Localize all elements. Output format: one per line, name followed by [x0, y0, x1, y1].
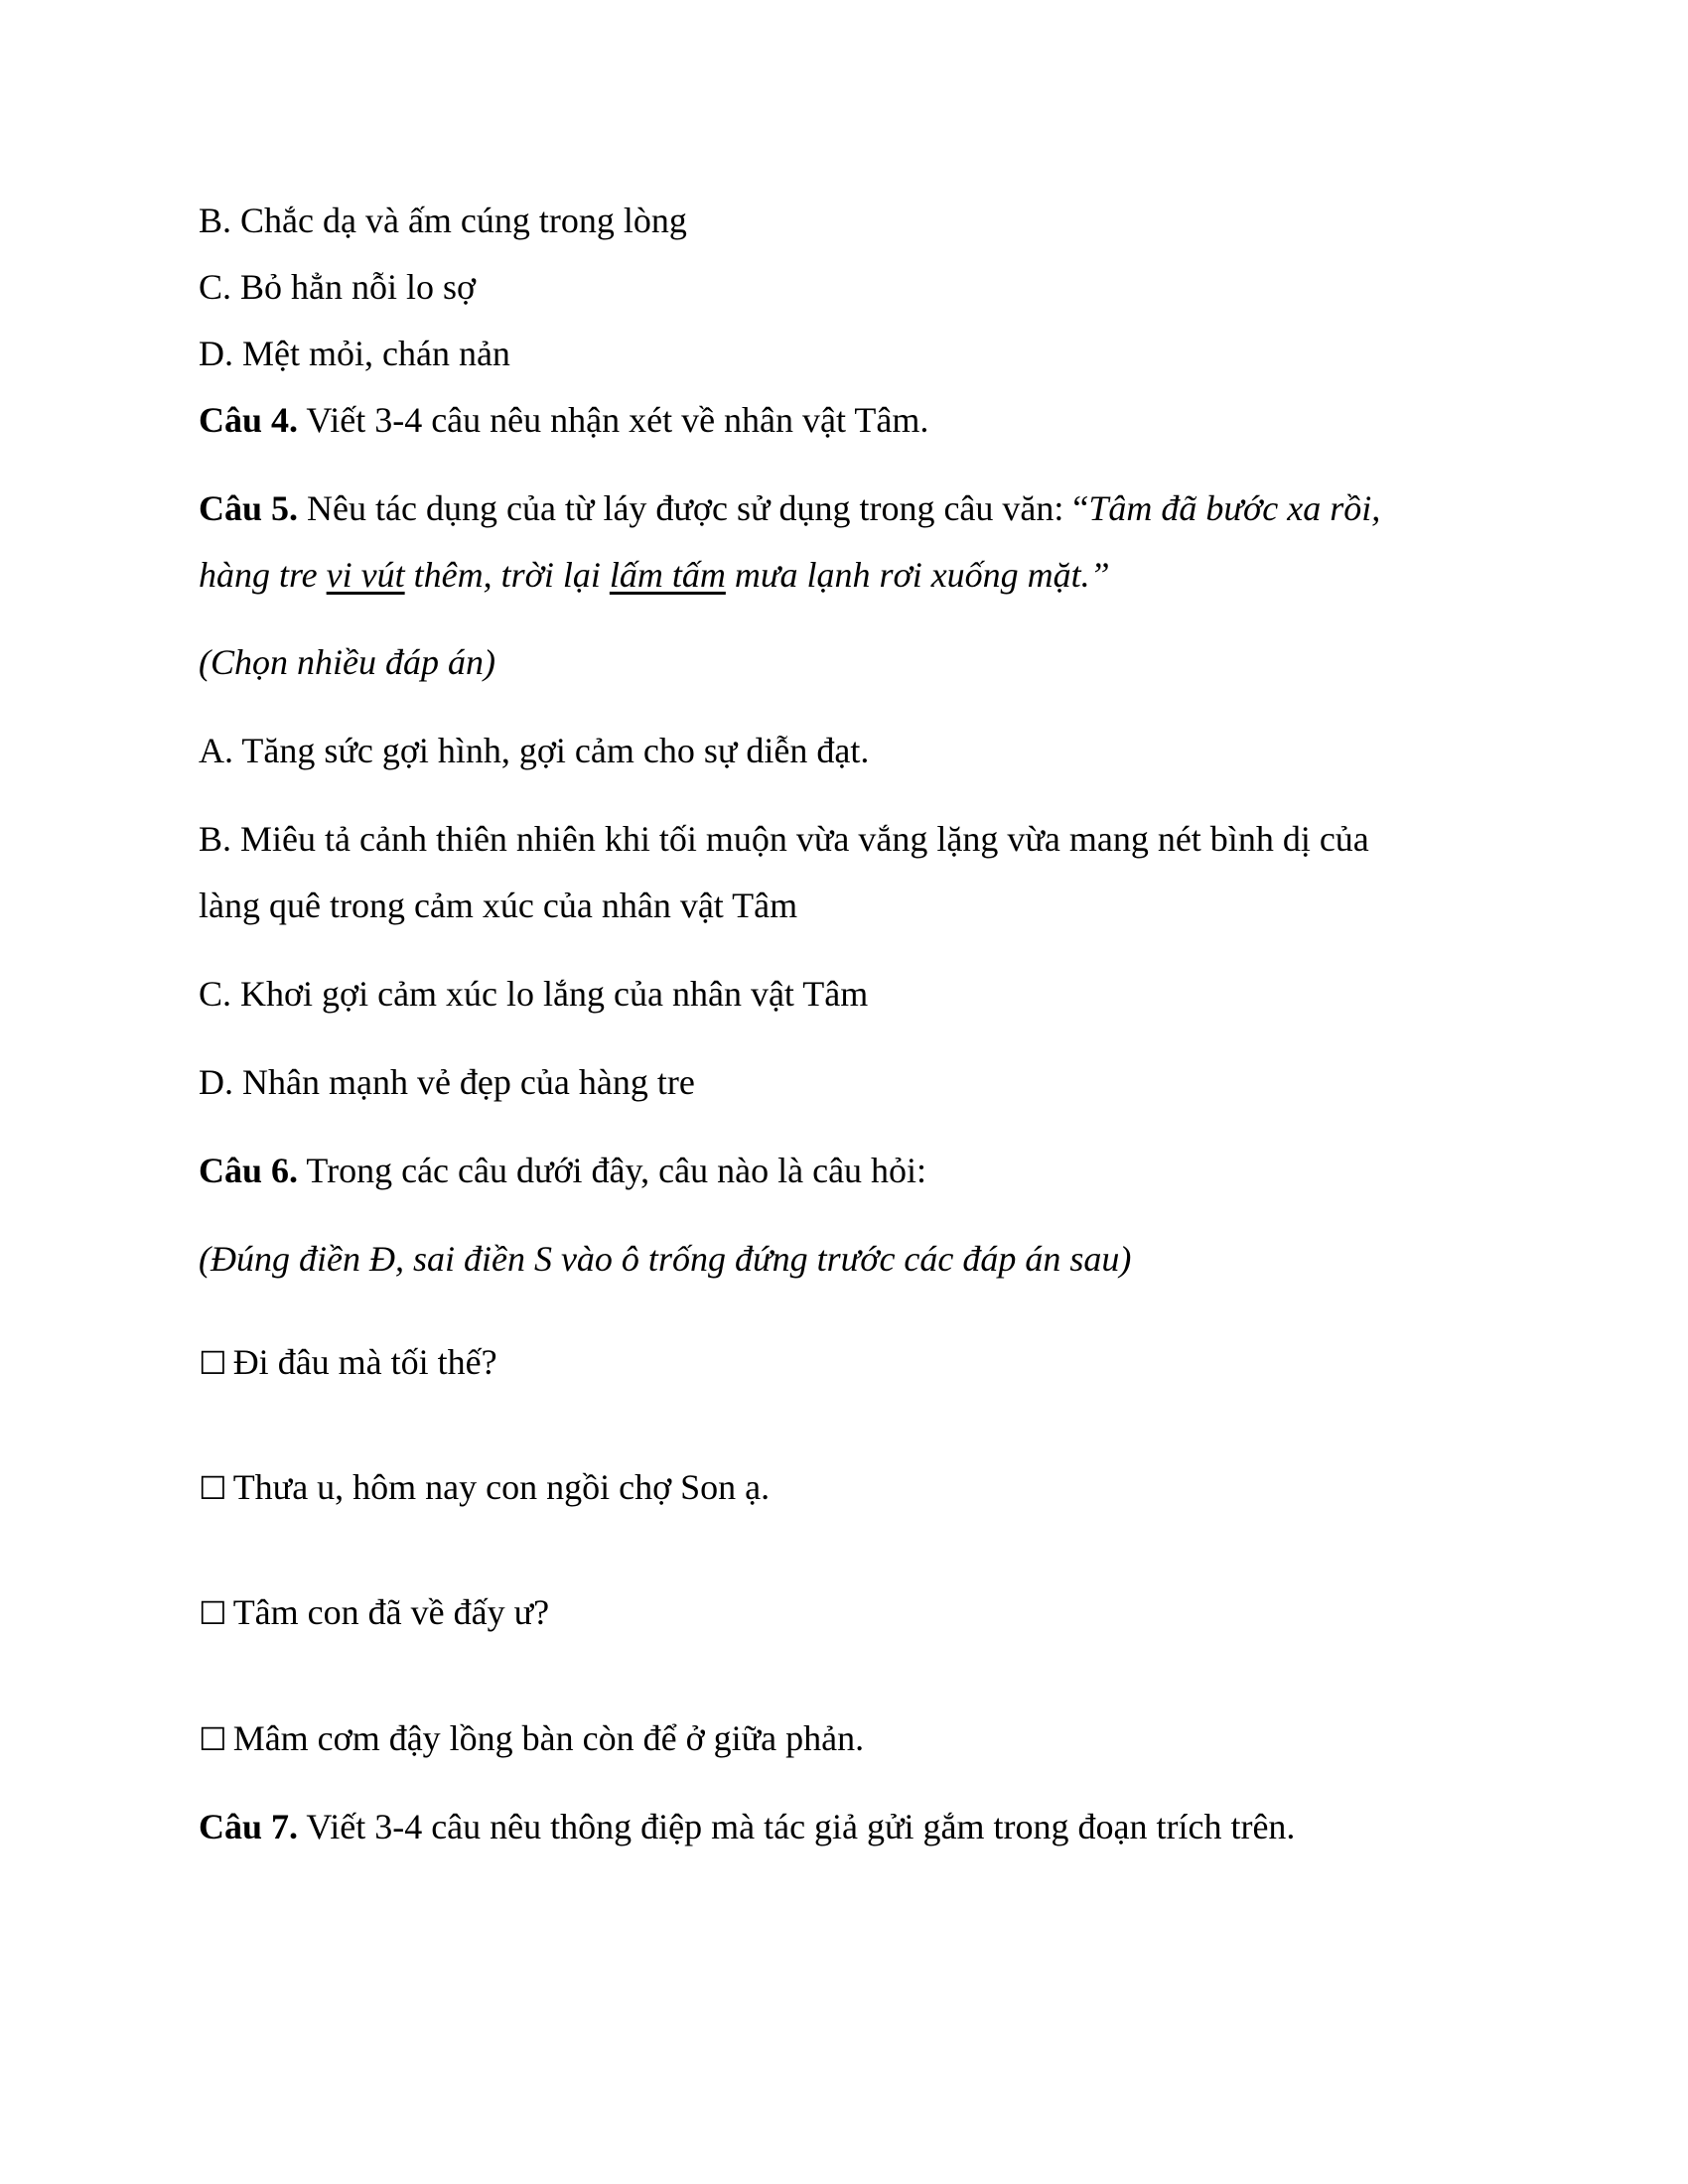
checkbox[interactable]: ☐	[199, 1344, 227, 1382]
question-5-quote-start: Tâm đã bước xa rồi,	[1088, 488, 1381, 528]
q3-option-c: C. Bỏ hẳn nỗi lo sợ	[199, 267, 477, 307]
question-5-quote-a: hàng tre	[199, 555, 327, 595]
question-6-instruction: (Đúng điền Đ, sai điền S vào ô trống đứng trước các đáp án sau)	[199, 1239, 1132, 1279]
question-4-label: Câu 4.	[199, 400, 299, 440]
q5-option-b-line1: B. Miêu tả cảnh thiên nhiên khi tối muộn vừa vắng lặng vừa mang nét bình dị của	[199, 819, 1369, 859]
q6-item-3	[199, 1590, 549, 1635]
question-5-instruction: (Chọn nhiều đáp án)	[199, 642, 495, 682]
question-4	[199, 398, 928, 442]
question-5-quote-c: mưa lạnh rơi xuống mặt.”	[725, 555, 1110, 595]
question-5-label: Câu 5.	[199, 488, 299, 528]
reduplicative-word-1: vi vút	[326, 555, 405, 595]
q6-item-text: Đi đâu mà tối thế?	[232, 1342, 497, 1382]
q5-option-b-line2: làng quê trong cảm xúc của nhân vật Tâm	[199, 886, 798, 925]
q6-item-1	[199, 1340, 497, 1385]
q6-item-text: Tâm con đã về đấy ư?	[232, 1592, 550, 1632]
q3-option-b: B. Chắc dạ và ấm cúng trong lòng	[199, 201, 687, 240]
q6-item-2	[199, 1465, 770, 1510]
q6-item-4	[199, 1716, 864, 1761]
q6-item-text: Mâm cơm đậy lồng bàn còn để ở giữa phản.	[232, 1718, 865, 1758]
question-7-text: Viết 3-4 câu nêu thông điệp mà tác giả gửi gắm trong đoạn trích trên.	[298, 1807, 1296, 1846]
question-6	[199, 1149, 926, 1192]
question-5-text: Nêu tác dụng của từ láy được sử dụng trong câu văn: “	[298, 488, 1089, 528]
checkbox[interactable]: ☐	[199, 1594, 227, 1632]
q5-option-c: C. Khơi gợi cảm xúc lo lắng của nhân vật Tâm	[199, 974, 869, 1014]
reduplicative-word-2: lấm tấm	[609, 555, 726, 595]
question-5-line2	[199, 553, 1110, 597]
question-4-text: Viết 3-4 câu nêu nhận xét về nhân vật Tâm.	[298, 400, 929, 440]
q3-option-d: D. Mệt mỏi, chán nản	[199, 334, 510, 373]
checkbox[interactable]: ☐	[199, 1469, 227, 1507]
question-6-label: Câu 6.	[199, 1151, 299, 1190]
question-7-label: Câu 7.	[199, 1807, 299, 1846]
question-6-text: Trong các câu dưới đây, câu nào là câu hỏi:	[298, 1151, 927, 1190]
question-5-line1	[199, 486, 1380, 530]
q5-option-d: D. Nhân mạnh vẻ đẹp của hàng tre	[199, 1062, 695, 1102]
checkbox[interactable]: ☐	[199, 1720, 227, 1758]
q6-item-text: Thưa u, hôm nay con ngồi chợ Son ạ.	[232, 1467, 771, 1507]
question-5-quote-b: thêm, trời lại	[404, 555, 610, 595]
question-7	[199, 1805, 1295, 1848]
q5-option-a: A. Tăng sức gợi hình, gợi cảm cho sự diễn đạt.	[199, 731, 870, 770]
